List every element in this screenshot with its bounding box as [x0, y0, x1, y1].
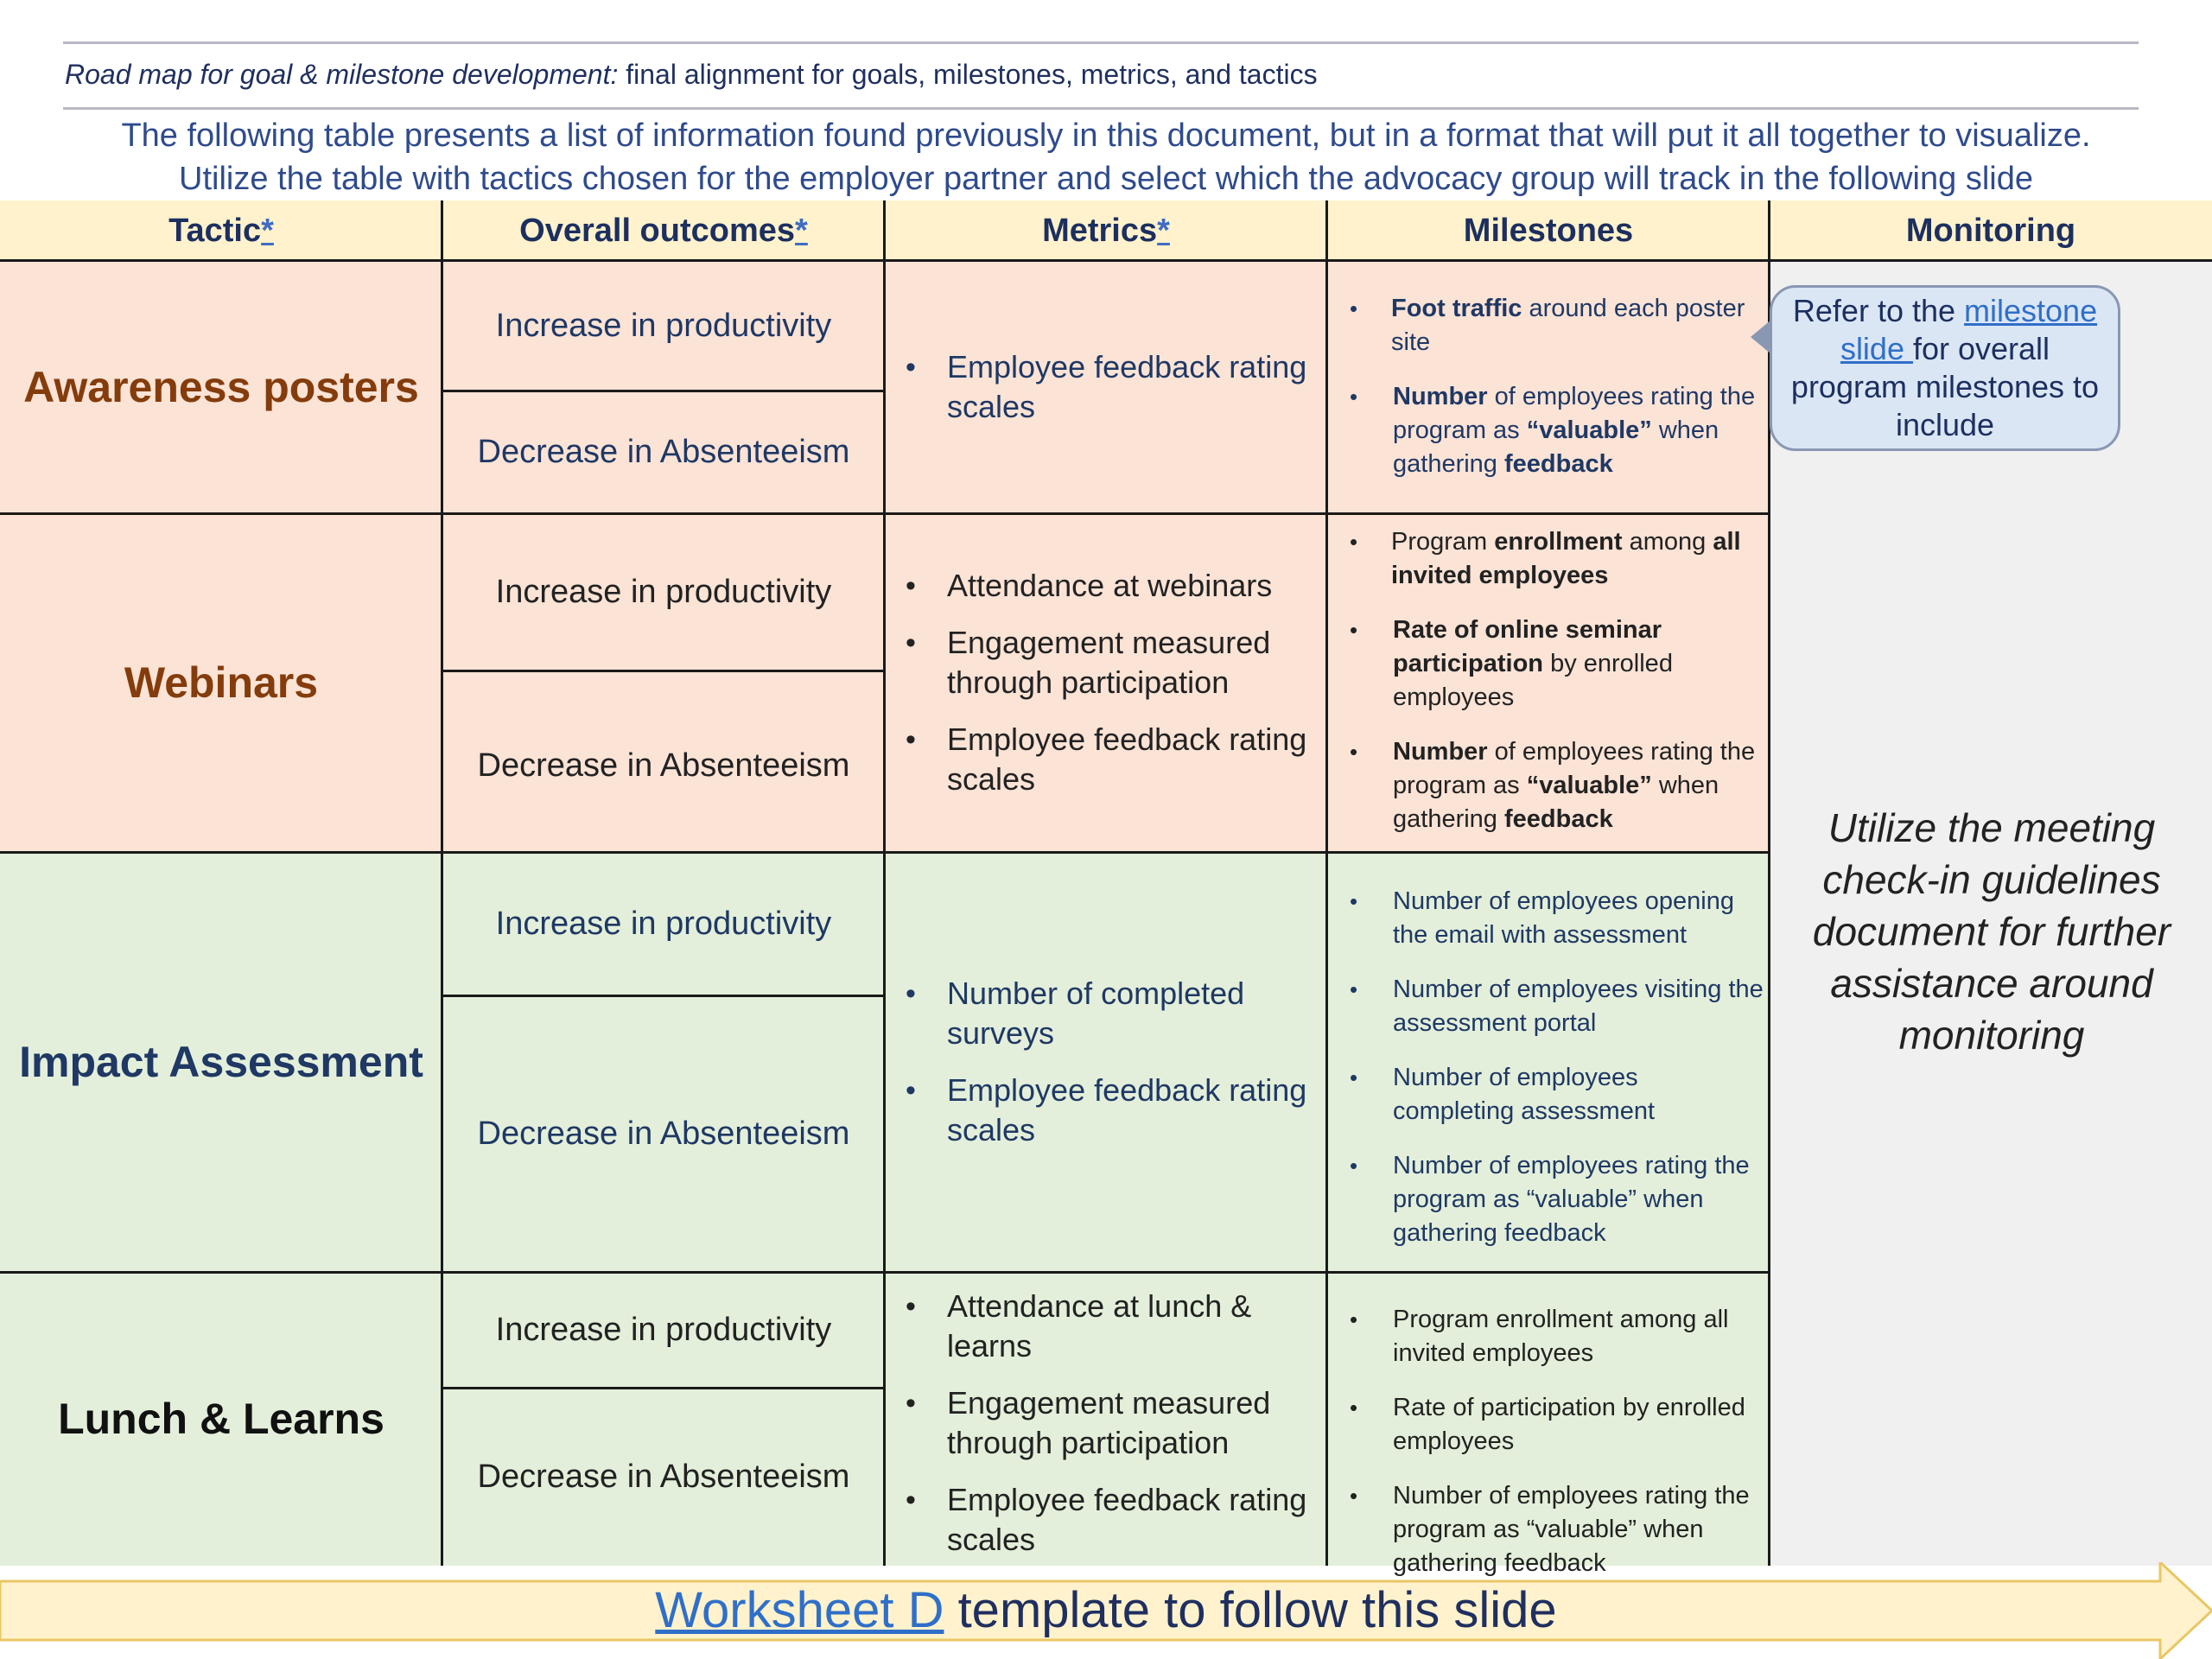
metrics-awareness — [885, 261, 1327, 513]
milestones-impact — [1327, 885, 1764, 1271]
header-milestones: Milestones — [1327, 200, 1770, 261]
header-rest: final alignment for goals, milestones, metrics, and tactics — [618, 59, 1318, 90]
milestones-list — [1327, 885, 1764, 1250]
milestone-item: • Rate of online seminar participation by enrolled employees — [1327, 613, 1768, 715]
grid-line — [1325, 200, 1328, 1566]
tactic-webinars: Webinars — [124, 658, 319, 707]
tactic-impact-assessment: Impact Assessment — [19, 1038, 423, 1086]
milestone-item: • Number of employees completing assessment — [1327, 1061, 1764, 1128]
milestone-item: • Number of employees rating the program as “valuable” when gathering feedback — [1327, 380, 1764, 481]
tactic-lunch-learns: Lunch & Learns — [58, 1395, 385, 1443]
milestone-item: • Number of employees opening the email with assessment — [1327, 885, 1764, 952]
milestones-list — [1327, 525, 1768, 836]
milestones-list — [1327, 292, 1764, 481]
metrics-list — [885, 1287, 1327, 1577]
metric-item: • Attendance at lunch & learns — [885, 1287, 1327, 1366]
metrics-lunch — [885, 1272, 1327, 1566]
milestones-webinars — [1327, 525, 1768, 857]
grid-line — [0, 259, 2212, 262]
banner-text: Worksheet D template to follow this slide — [655, 1582, 1557, 1638]
tactic-asterisk-link[interactable]: * — [261, 212, 274, 249]
metrics-asterisk-link[interactable]: * — [1157, 212, 1170, 249]
intro-line-2: Utilize the table with tactics chosen for the employer partner and select which the advocacy group will track in the following slide — [179, 161, 2033, 197]
milestones-lunch — [1327, 1303, 1764, 1601]
metrics-list — [885, 974, 1327, 1167]
outcomes-asterisk-link[interactable]: * — [795, 212, 808, 249]
milestone-item: • Program enrollment among all invited employees — [1327, 1303, 1764, 1370]
metrics-impact — [885, 852, 1327, 1272]
outcome-awareness-productivity: Increase in productivity — [495, 307, 832, 344]
metric-item: • Employee feedback rating scales — [885, 347, 1327, 427]
metrics-webinars — [885, 513, 1327, 852]
header-monitoring: Monitoring — [1770, 200, 2212, 261]
top-rule — [63, 41, 2139, 44]
metric-item: • Engagement measured through participation — [885, 623, 1327, 702]
outcome-webinars-productivity: Increase in productivity — [495, 573, 832, 610]
worksheet-d-link[interactable]: Worksheet D — [655, 1582, 944, 1638]
outcome-impact-absenteeism: Decrease in Absenteeism — [477, 1115, 850, 1152]
milestone-item: • Number of employees rating the program as “valuable” when gathering feedback — [1327, 735, 1768, 836]
milestone-item: • Program enrollment among all invited employees — [1327, 525, 1768, 593]
outcome-webinars-absenteeism: Decrease in Absenteeism — [477, 747, 850, 784]
grid-line — [441, 200, 443, 1566]
milestones-list — [1327, 1303, 1764, 1580]
outcome-awareness-absenteeism: Decrease in Absenteeism — [477, 433, 850, 470]
metric-item: • Employee feedback rating scales — [885, 720, 1327, 799]
outcome-lunch-absenteeism: Decrease in Absenteeism — [477, 1458, 850, 1495]
grid-line — [442, 670, 885, 672]
grid-line — [442, 995, 885, 997]
milestone-item: • Rate of participation by enrolled employees — [1327, 1391, 1764, 1459]
header-rule — [63, 107, 2139, 110]
grid-line — [442, 1387, 885, 1389]
metric-item: • Number of completed surveys — [885, 974, 1327, 1053]
outcome-lunch-productivity: Increase in productivity — [495, 1311, 832, 1348]
metric-item: • Employee feedback rating scales — [885, 1071, 1327, 1150]
metric-item: • Attendance at webinars — [885, 566, 1327, 606]
header-italic: Road map for goal & milestone development: — [65, 59, 619, 90]
metrics-list — [885, 347, 1327, 444]
milestone-item: • Foot traffic around each poster site — [1327, 292, 1764, 359]
metric-item: • Engagement measured through participation — [885, 1383, 1327, 1463]
outcome-impact-productivity: Increase in productivity — [495, 905, 832, 942]
grid-line — [883, 200, 886, 1566]
milestone-item: • Number of employees visiting the assessment portal — [1327, 973, 1764, 1040]
slide-header — [65, 59, 1318, 91]
metric-item: • Employee feedback rating scales — [885, 1480, 1327, 1560]
grid-line — [442, 390, 885, 392]
header-outcomes: Overall outcomes * — [442, 200, 885, 261]
callout-text: Refer to the milestone slide for overall program milestones to include — [1790, 293, 2100, 442]
monitoring-note: Utilize the meeting check-in guidelines document for further assistance around monitoring — [1812, 805, 2171, 1058]
header-metrics: Metrics * — [885, 200, 1327, 261]
milestone-item: • Number of employees rating the program as “valuable” when gathering feedback — [1327, 1149, 1764, 1250]
tactic-awareness-posters: Awareness posters — [23, 363, 419, 411]
intro-line-1: The following table presents a list of information found previously in this document, but in a format that will put it all together to visualize. — [121, 118, 2091, 154]
milestone-callout — [1770, 285, 2120, 451]
header-tactic: Tactic * — [0, 200, 442, 261]
metrics-list — [885, 566, 1327, 817]
milestone-item: • Number of employees rating the program as “valuable” when gathering feedback — [1327, 1479, 1764, 1580]
milestone-slide-link[interactable]: milestone slide — [1840, 293, 2098, 366]
callout-pointer — [1751, 320, 1771, 354]
milestones-awareness — [1327, 292, 1764, 502]
